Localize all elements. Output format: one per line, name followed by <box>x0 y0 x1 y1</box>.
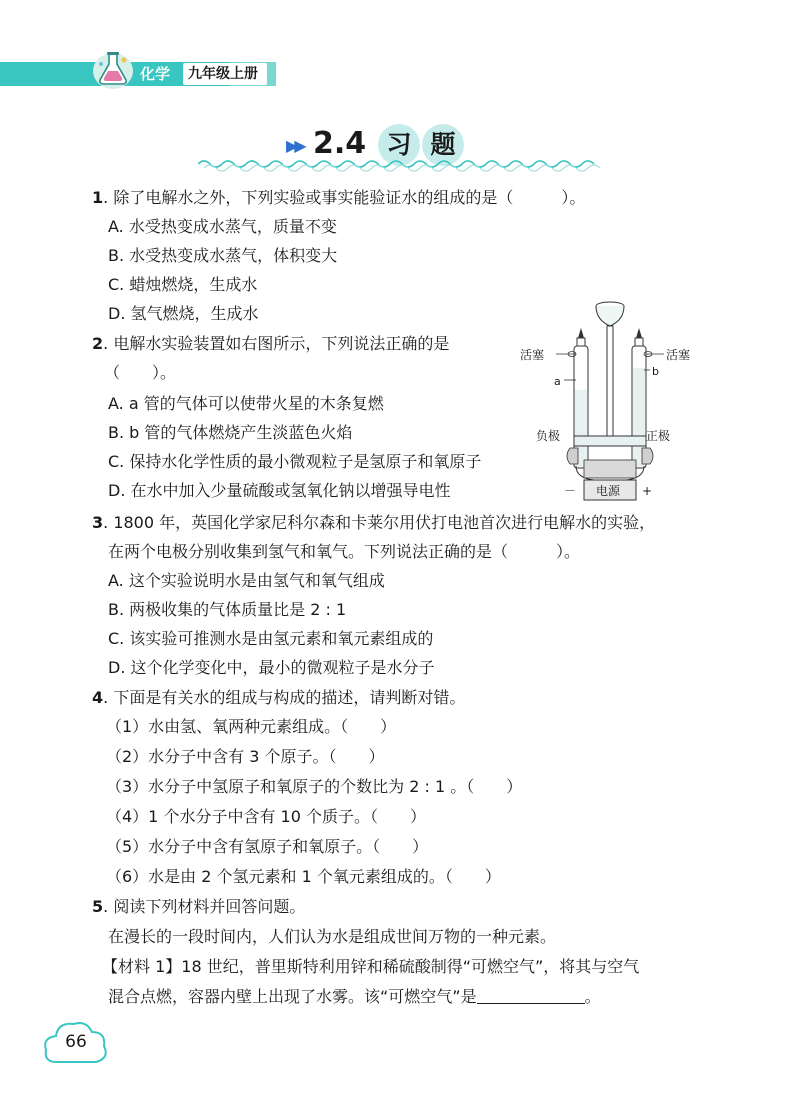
answer-blank[interactable] <box>477 987 585 1004</box>
label-minus: － <box>564 484 577 498</box>
question-5 <box>92 896 305 918</box>
q3-option-c: C. 该实验可推测水是由氢元素和氧元素组成的 <box>108 629 434 648</box>
electrolysis-apparatus-figure <box>520 298 700 503</box>
q2-option-c: C. 保持水化学性质的最小微观粒子是氢原子和氧原子 <box>108 452 482 471</box>
label-stopcock-right: 活塞 <box>666 348 691 362</box>
q4-item-4: （4）1 个水分子中含有 10 个质子。（ ） <box>106 807 426 826</box>
page-number: 66 <box>65 1032 87 1052</box>
q2-option-a: A. a 管的气体可以使带火星的木条复燃 <box>108 394 384 413</box>
q3-option-b: B. 两极收集的气体质量比是 2 : 1 <box>108 600 347 619</box>
question-2 <box>92 333 449 355</box>
label-positive-electrode: 正极 <box>646 429 671 443</box>
question-5-text: . 阅读下列材料并回答问题。 <box>103 897 306 916</box>
question-3-text-line-2: 在两个电极分别收集到氢气和氧气。下列说法正确的是（ ）。 <box>108 542 581 561</box>
header-subject: 化学 <box>140 65 171 83</box>
q1-option-b: B. 水受热变成水蒸气，体积变大 <box>108 246 338 265</box>
q5-material-1-line-1: 【材料 1】18 世纪，普里斯特利用锌和稀硫酸制得“可燃空气”，将其与空气 <box>102 957 640 976</box>
q3-option-a: A. 这个实验说明水是由氢气和氧气组成 <box>108 571 385 590</box>
q1-option-c: C. 蜡烛燃烧，生成水 <box>108 275 258 294</box>
label-stopcock-left: 活塞 <box>520 348 545 362</box>
q4-item-2: （2）水分子中含有 3 个原子。（ ） <box>106 747 385 766</box>
q2-option-d: D. 在水中加入少量硫酸或氢氧化钠以增强导电性 <box>108 481 451 500</box>
label-negative-electrode: 负极 <box>536 429 561 443</box>
question-2-number: 2 <box>92 334 104 353</box>
title-arrow-icon: ▶▶ <box>286 136 303 155</box>
question-3-text: . 1800 年，英国化学家尼科尔森和卡莱尔用伏打电池首次进行电解水的实验， <box>103 513 656 532</box>
header-grade: 九年级上册 <box>188 66 258 82</box>
title-wave-underline <box>198 154 602 174</box>
title-char-2: 题 <box>422 124 464 166</box>
question-5-number: 5 <box>92 897 104 916</box>
q5-material-1-text: 混合点燃，容器内壁上出现了水雾。该“可燃空气”是 <box>108 987 477 1006</box>
q1-option-d: D. 氢气燃烧，生成水 <box>108 304 259 323</box>
question-1 <box>92 187 585 209</box>
q4-item-5: （5）水分子中含有氢原子和氧原子。（ ） <box>106 837 429 856</box>
label-plus: + <box>642 484 653 498</box>
q4-item-1: （1）水由氢、氧两种元素组成。（ ） <box>106 717 397 736</box>
label-tube-b: b <box>652 365 659 378</box>
q5-material-1-end: 。 <box>584 987 601 1006</box>
question-3 <box>92 512 655 534</box>
title-char-1: 习 <box>378 124 420 166</box>
question-1-text: . 除了电解水之外，下列实验或事实能验证水的组成的是（ ）。 <box>103 188 586 207</box>
question-4-text: . 下面是有关水的组成与构成的描述，请判断对错。 <box>103 688 466 707</box>
question-1-number: 1 <box>92 188 104 207</box>
label-tube-a: a <box>554 375 561 388</box>
question-4-number: 4 <box>92 688 104 707</box>
q4-item-3: （3）水分子中氢原子和氧原子的个数比为 2 : 1 。（ ） <box>106 777 523 796</box>
q1-option-a: A. 水受热变成水蒸气，质量不变 <box>108 217 337 236</box>
question-4 <box>92 687 465 709</box>
flask-icon <box>90 46 136 92</box>
q2-option-b: B. b 管的气体燃烧产生淡蓝色火焰 <box>108 423 353 442</box>
q5-material-1-line-2 <box>108 986 601 1008</box>
q4-item-6: （6）水是由 2 个氢元素和 1 个氧元素组成的。（ ） <box>106 867 501 886</box>
section-number: 2.4 <box>313 126 367 161</box>
label-power-supply: 电源 <box>596 484 621 498</box>
q3-option-d: D. 这个化学变化中，最小的微观粒子是水分子 <box>108 658 435 677</box>
question-2-blank: （ ）。 <box>104 363 177 382</box>
q5-intro: 在漫长的一段时间内，人们认为水是组成世间万物的一种元素。 <box>108 927 557 946</box>
question-3-number: 3 <box>92 513 104 532</box>
question-2-text: . 电解水实验装置如右图所示，下列说法正确的是 <box>103 334 450 353</box>
